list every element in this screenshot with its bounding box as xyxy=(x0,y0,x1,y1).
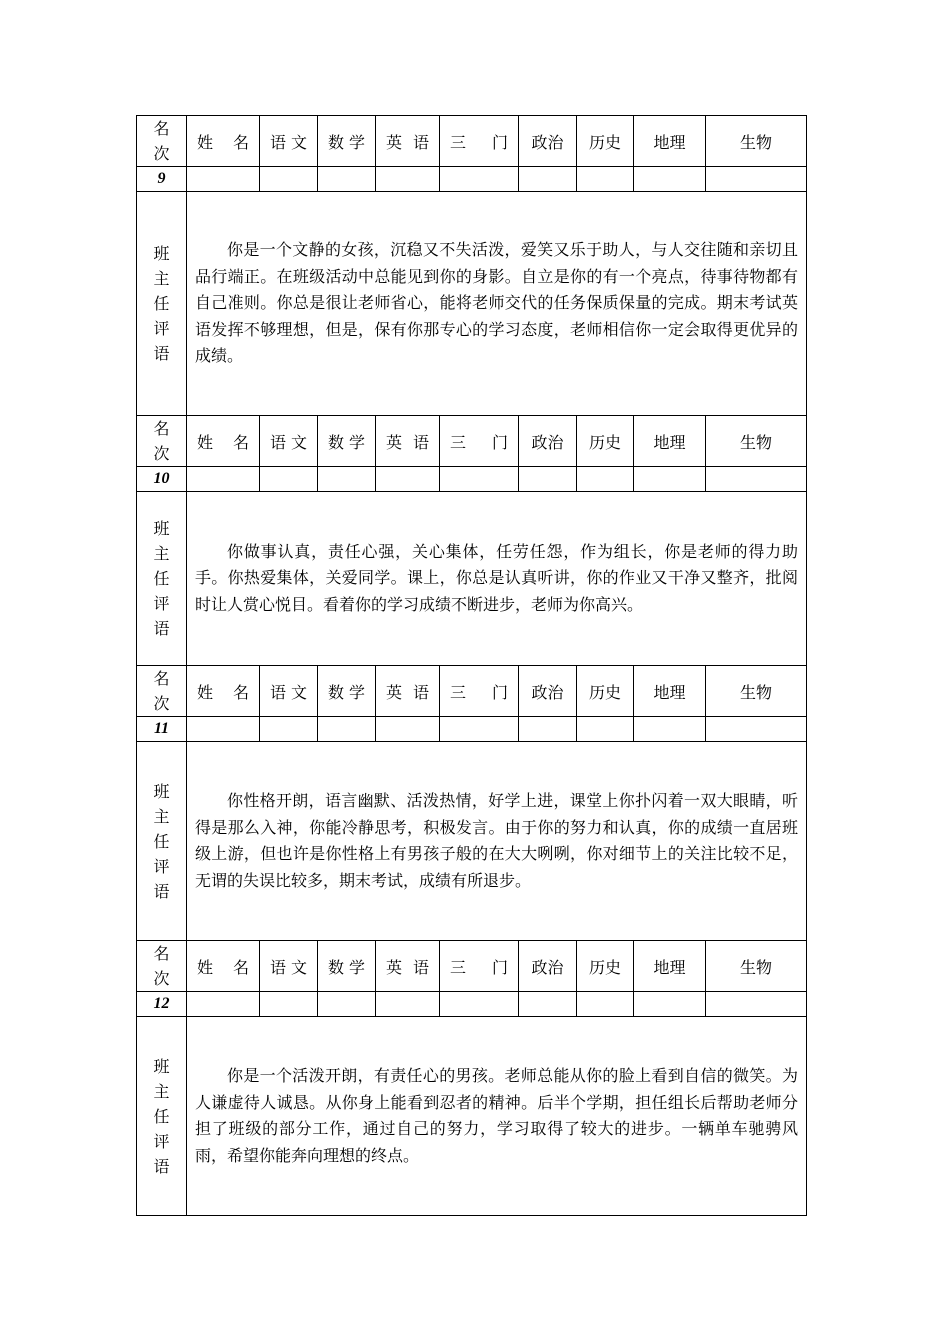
name-cell xyxy=(187,717,260,742)
biology-cell xyxy=(706,992,807,1017)
chinese-cell xyxy=(260,992,318,1017)
geography-header: 地理 xyxy=(634,416,706,467)
comment-row xyxy=(137,742,807,941)
history-header: 历史 xyxy=(577,116,634,167)
politics-cell xyxy=(519,992,577,1017)
history-cell xyxy=(577,167,634,192)
comment-row xyxy=(137,192,807,416)
name-header: 姓 名 xyxy=(187,416,260,467)
comment-label: 班 主 任 评 语 xyxy=(137,1017,187,1216)
name-header: 姓 名 xyxy=(187,941,260,992)
three-cell xyxy=(440,167,519,192)
english-cell xyxy=(376,167,440,192)
history-header: 历史 xyxy=(577,666,634,717)
name-cell xyxy=(187,167,260,192)
comment-label: 班 主 任 评 语 xyxy=(137,192,187,416)
chinese-cell xyxy=(260,167,318,192)
english-header: 英 语 xyxy=(376,941,440,992)
math-cell xyxy=(318,467,376,492)
geography-cell xyxy=(634,992,706,1017)
politics-header: 政治 xyxy=(519,941,577,992)
history-cell xyxy=(577,992,634,1017)
biology-header: 生物 xyxy=(706,666,807,717)
history-header: 历史 xyxy=(577,941,634,992)
english-cell xyxy=(376,717,440,742)
header-row xyxy=(137,941,807,992)
english-header: 英 语 xyxy=(376,416,440,467)
chinese-cell xyxy=(260,717,318,742)
rank-header: 名 次 xyxy=(137,416,187,467)
teacher-comment: 你做事认真，责任心强，关心集体，任劳任怨，作为组长，你是老师的得力助手。你热爱集体，关爱同学。课上，你总是认真听讲，你的作业又干净又整齐，批阅时让人赏心悦目。看着你的学习成绩不断进步，老师为你高兴。 xyxy=(187,492,807,666)
comment-row xyxy=(137,1017,807,1216)
student-report-table xyxy=(136,115,807,1216)
geography-header: 地理 xyxy=(634,941,706,992)
math-header: 数 学 xyxy=(318,941,376,992)
rank-number: 9 xyxy=(137,167,187,192)
name-cell xyxy=(187,992,260,1017)
math-header: 数 学 xyxy=(318,416,376,467)
math-cell xyxy=(318,717,376,742)
teacher-comment: 你是一个活泼开朗，有责任心的男孩。老师总能从你的脸上看到自信的微笑。为人谦虚待人诚恳。从你身上能看到忍者的精神。后半个学期，担任组长后帮助老师分担了班级的部分工作，通过自己的努力，学习取得了较大的进步。一辆单车驰骋风雨，希望你能奔向理想的终点。 xyxy=(187,1017,807,1216)
score-row xyxy=(137,992,807,1017)
biology-header: 生物 xyxy=(706,416,807,467)
biology-header: 生物 xyxy=(706,116,807,167)
rank-header: 名 次 xyxy=(137,116,187,167)
politics-header: 政治 xyxy=(519,416,577,467)
chinese-header: 语 文 xyxy=(260,416,318,467)
math-cell xyxy=(318,992,376,1017)
three-subjects-header: 三 门 xyxy=(440,116,519,167)
three-subjects-header: 三 门 xyxy=(440,941,519,992)
comment-label: 班 主 任 评 语 xyxy=(137,492,187,666)
score-row xyxy=(137,717,807,742)
chinese-header: 语 文 xyxy=(260,666,318,717)
math-cell xyxy=(318,167,376,192)
score-row xyxy=(137,467,807,492)
rank-header: 名 次 xyxy=(137,666,187,717)
rank-number: 10 xyxy=(137,467,187,492)
english-cell xyxy=(376,992,440,1017)
politics-cell xyxy=(519,717,577,742)
three-subjects-header: 三 门 xyxy=(440,416,519,467)
history-cell xyxy=(577,717,634,742)
rank-header: 名 次 xyxy=(137,941,187,992)
math-header: 数 学 xyxy=(318,116,376,167)
comment-label: 班 主 任 评 语 xyxy=(137,742,187,941)
politics-cell xyxy=(519,467,577,492)
three-subjects-header: 三 门 xyxy=(440,666,519,717)
header-row xyxy=(137,666,807,717)
chinese-cell xyxy=(260,467,318,492)
history-cell xyxy=(577,467,634,492)
geography-header: 地理 xyxy=(634,666,706,717)
english-header: 英 语 xyxy=(376,116,440,167)
teacher-comment: 你是一个文静的女孩，沉稳又不失活泼，爱笑又乐于助人，与人交往随和亲切且品行端正。在班级活动中总能见到你的身影。自立是你的有一个亮点，待事待物都有自己准则。你总是很让老师省心，能将老师交代的任务保质保量的完成。期末考试英语发挥不够理想，但是，保有你那专心的学习态度，老师相信你一定会取得更优异的成绩。 xyxy=(187,192,807,416)
teacher-comment: 你性格开朗，语言幽默、活泼热情，好学上进，课堂上你扑闪着一双大眼睛，听得是那么入神，你能冷静思考，积极发言。由于你的努力和认真，你的成绩一直居班级上游，但也许是你性格上有男孩子般的在大大咧咧，你对细节上的关注比较不足，无谓的失误比较多，期末考试，成绩有所退步。 xyxy=(187,742,807,941)
math-header: 数 学 xyxy=(318,666,376,717)
biology-cell xyxy=(706,167,807,192)
rank-number: 12 xyxy=(137,992,187,1017)
header-row xyxy=(137,416,807,467)
geography-cell xyxy=(634,467,706,492)
english-header: 英 语 xyxy=(376,666,440,717)
politics-cell xyxy=(519,167,577,192)
politics-header: 政治 xyxy=(519,116,577,167)
politics-header: 政治 xyxy=(519,666,577,717)
english-cell xyxy=(376,467,440,492)
geography-cell xyxy=(634,717,706,742)
three-cell xyxy=(440,992,519,1017)
name-header: 姓 名 xyxy=(187,116,260,167)
rank-number: 11 xyxy=(137,717,187,742)
three-cell xyxy=(440,467,519,492)
biology-cell xyxy=(706,717,807,742)
history-header: 历史 xyxy=(577,416,634,467)
name-header: 姓 名 xyxy=(187,666,260,717)
geography-cell xyxy=(634,167,706,192)
chinese-header: 语 文 xyxy=(260,941,318,992)
three-cell xyxy=(440,717,519,742)
comment-row xyxy=(137,492,807,666)
header-row xyxy=(137,116,807,167)
biology-header: 生物 xyxy=(706,941,807,992)
name-cell xyxy=(187,467,260,492)
score-row xyxy=(137,167,807,192)
biology-cell xyxy=(706,467,807,492)
chinese-header: 语 文 xyxy=(260,116,318,167)
geography-header: 地理 xyxy=(634,116,706,167)
